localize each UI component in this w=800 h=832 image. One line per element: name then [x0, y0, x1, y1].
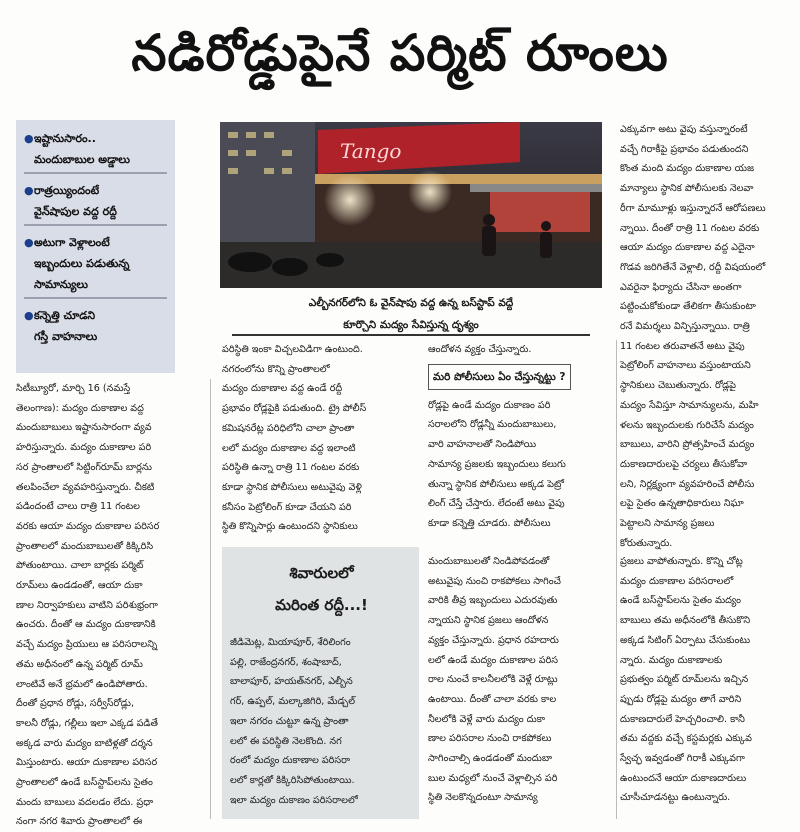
article-column-3 — [428, 340, 614, 547]
article-line: ఆయా మద్యం దుకాణాల వద్ద ఎదైనా — [620, 242, 755, 254]
subheading: మరి పోలీసులు ఏం చేస్తున్నట్టు ? — [428, 364, 571, 390]
article-line: లలో ఉండే మద్యం దుకాణాల పరిస — [428, 654, 559, 666]
article-line: లాంటివే అనే భ్రమలో ఉండిపోతారు. — [16, 678, 148, 690]
article-line: కనీసం పెట్రోలింగ్ కూడా చేయని పరి — [222, 501, 352, 513]
box-body — [230, 633, 413, 810]
article-line: లింగ్ చేస్తే చేస్తారు. లేదంటే అటు వైపు — [428, 498, 565, 510]
article-line: దుకాణదారులపై చర్యలు తీసుకోవా — [620, 458, 748, 470]
article-line: ఆందోళన వ్యక్తం చేస్తున్నారు. — [428, 344, 532, 355]
article-line: వరకు ఆయా మద్యం దుకాణాల పరిసర — [16, 520, 160, 532]
box-line: జీడిమెట్ల, మియాపూర్, శేరిలింగం — [230, 637, 351, 648]
bullet-icon: ● — [24, 236, 34, 249]
box-line: పల్లి, రాజేంద్రనగర్, శంషాబాద్, — [230, 656, 342, 668]
article-column-5 — [428, 552, 614, 819]
highlight-line: అటుగా వెళ్లాలంటే — [34, 236, 110, 249]
highlight-line: ఇష్టానుసారం.. — [34, 132, 96, 145]
article-line: ప్పుడు రోడ్లపై మద్యం తాగే వారిని — [620, 693, 742, 705]
highlight-text — [34, 305, 97, 347]
article-line: ళలను ఇబ్బందులకు గురిచేసే మద్యం — [620, 419, 754, 431]
article-line: పరిస్థితి ఇంకా విచ్చలవిడిగా ఉంటుంది. — [222, 344, 363, 355]
box-line: బాలాపూర్, హయత్‌నగర్, ఎల్బీన — [230, 676, 353, 688]
article-line: మద్యం దుకాణాల వద్ద ఉండే రద్దీ — [222, 383, 343, 395]
highlight-text — [34, 180, 117, 222]
article-line: న్నారు. మద్యం దుకాణాలకు — [620, 654, 723, 666]
article-line: ణాల పరిసరాల నుంచి రాకపోకలు — [428, 733, 552, 745]
article-line: లపై సైతం ఉన్నతాధికారులు నిఘా — [620, 498, 744, 510]
article-column-1 — [16, 379, 202, 828]
highlight-line: కన్నెత్తి చూడని — [34, 309, 96, 322]
article-line: కొంత మంది మద్యం దుకాణాల యజ — [620, 163, 754, 175]
store-sign: Tango — [340, 139, 402, 163]
article-line: పోతుంటాయి. చాలా బార్లకు పర్మిట్ — [16, 560, 144, 572]
article-line: రాల నుంచే కాలనీలలోకి వెళ్లే రూట్లు — [428, 674, 558, 686]
caption-line-1: ఎల్బీనగర్‌లోని ఓ వైన్‌షాపు వద్ద ఉన్న బస్‌స్టాప్ వద్దే — [308, 297, 514, 309]
article-line: తమ అధీనంలో ఉన్న పర్మిట్ రూమ్ — [16, 658, 143, 670]
highlight-line: ఇబ్బందులు పడుతున్న — [34, 257, 130, 270]
article-line: మందుబాబులు ఇష్టానుసారంగా వ్యవ — [16, 422, 152, 434]
article-line: తెలంగాణ): మద్యం దుకాణాల వద్ద — [16, 402, 144, 414]
article-line: పరిస్థితి ఉన్నా రాత్రి 11 గంటల వరకు — [222, 462, 360, 474]
box-line: లలో ఈ పరిస్థితి నెలకొంది. నగ — [230, 735, 342, 747]
article-line: ప్రజలు వాపోతున్నారు. కొన్ని చోట్ల — [620, 556, 743, 567]
article-line: కాలనీ రోడ్లు, గల్లీలు ఇలా ఎక్కడ పడితే — [16, 717, 158, 729]
box-line: ఇలా మద్యం దుకాణం పరిసరాలలో — [230, 794, 358, 806]
article-line: ఉండే బస్‌స్టాప్‌లను సైతం మద్యం — [620, 595, 741, 607]
article-line: వ్యక్తం చేస్తున్నారు. ప్రధాన రహదారు — [428, 634, 559, 646]
article-line: ఉంచరు. దీంతో ఆ మద్యం దుకాణానికి — [16, 619, 156, 631]
article-column-2 — [222, 340, 420, 547]
article-line: ప్రభుత్వం పర్మిట్ రూమ్‌లను ఇచ్చిన — [620, 674, 749, 686]
highlight-text — [34, 232, 129, 295]
column-divider — [616, 340, 617, 819]
article-line: సరాలలోని రోడ్లన్నీ మందుబాబులు, — [428, 419, 557, 431]
article-line: లలో మద్యం దుకాణాల వద్ద ఇలాంటి — [222, 442, 356, 454]
sidebar-story-box — [222, 547, 419, 819]
article-line: బుల మధ్యలో నుంచే వెళ్లాల్సిన పరి — [428, 772, 558, 784]
article-line: తమ వద్దకు వచ్చే కస్టమర్లకు ఎక్కువ — [620, 733, 752, 745]
article-line: సామాన్య ప్రజలకు ఇబ్బందులు కలుగు — [428, 458, 566, 470]
article-line: స్థితి నెలకొన్నదంటూ సామాన్య — [428, 792, 538, 804]
highlight-item — [24, 305, 167, 349]
article-line: న్నాయని స్థానిక ప్రజలు ఆందోళన — [428, 615, 549, 627]
photo-caption — [232, 292, 590, 336]
article-line: ప్రాంతాలలో ఉండే బస్‌స్టాప్‌లను సైతం — [16, 777, 153, 789]
article-line: వారికి తీవ్ర ఇబ్బందులు ఎదురవుతు — [428, 595, 558, 607]
highlight-item — [24, 180, 167, 226]
article-line: రోడ్లపై ఉండే మద్యం దుకాణం పరి — [428, 399, 551, 411]
article-line: దుకాణదారులే హెచ్చరించాలి. కానీ — [620, 713, 745, 725]
article-line: బాబులు తమ అధీనంలోకి తీసుకొని — [620, 615, 751, 627]
box-title-line-2: మరింత రద్దీ...! — [275, 596, 368, 614]
article-line: పెట్టాలని సామాన్య ప్రజలు — [620, 518, 715, 530]
article-line: బాబులు, వారిని ప్రోత్సహించే మద్యం — [620, 439, 755, 451]
news-photo — [220, 122, 602, 288]
article-line: తున్నా స్థానిక పోలీసులు అక్కడ పెట్రో — [428, 478, 564, 490]
article-line: అక్కడ సిటింగ్ ఏర్పాటు చేసుకుంటు — [620, 634, 751, 646]
article-line: నగరంలోను కొన్ని ప్రాంతాలలో — [222, 363, 330, 375]
article-line: రూమ్‌లు ఉండడంతో, ఆయా దుకా — [16, 580, 143, 592]
article-line: మందు బాబులు వదలడం లేదు. ప్రధా — [16, 796, 154, 808]
article-column-6 — [620, 552, 800, 819]
photo-illustration — [220, 122, 602, 288]
article-line: అటువైపు నుంచి రాకపోకలు సాగించే — [428, 575, 561, 587]
article-line: లని, నిర్లక్ష్యంగా వ్యవహరించే పోలీసు — [620, 478, 755, 490]
article-line: హరిస్తున్నారు. మద్యం దుకాణాల పరి — [16, 442, 152, 454]
article-line: నీలలోకి వెళ్లే వారు మద్యం దుకా — [428, 713, 546, 725]
article-line: నంగా నగర శివారు ప్రాంతాలలో ఈ — [16, 816, 143, 828]
article-line: మద్యం సేవిస్తూ సామాన్యులను, మహి — [620, 399, 759, 411]
caption-line-2: కూర్చొని మద్యం సేవిస్తున్న దృశ్యం — [343, 319, 479, 331]
article-line: వారి వాహనాలతో నిండిపోయి — [428, 439, 537, 451]
article-line: కోరుతున్నారు. — [620, 537, 673, 549]
article-line: పడిందంటే చాలు రాత్రి 11 గంటల — [16, 501, 140, 513]
article-line: మద్యం దుకాణాల పరిసరాలలో — [620, 575, 734, 587]
box-line: గర్, ఉప్పల్, మల్కాజిగిరి, మేడ్చల్ — [230, 696, 356, 708]
highlights-box — [16, 120, 175, 373]
highlight-line: గస్తీ వాహనాలు — [34, 330, 98, 343]
article-column-4 — [620, 120, 800, 548]
article-line: మిస్తుంటారు. ఆయా దుకాణాల పరిసర — [16, 757, 158, 769]
highlight-item — [24, 128, 167, 174]
article-line: కూడా కన్నెత్తి చూడరు. పోలీసులు — [428, 517, 551, 529]
article-line: వచ్చే గిరాకీపై ప్రభావం పడుతుందని — [620, 143, 749, 155]
box-line: లలో కార్లతో కిక్కిరిసిపోతుంటాయి. — [230, 774, 355, 786]
article-line: ఉంటాయి. దీంతో చాలా వరకు కాల — [428, 693, 557, 705]
article-line: 11 గంటల తరువాతనే అటు వైపు — [620, 340, 745, 352]
article-line: స్వేచ్ఛ ఇవ్వడంతో గిరాకీ ఎక్కువగా — [620, 753, 745, 765]
highlight-text — [34, 128, 130, 170]
article-line: దీంతో ప్రధాన రోడ్లు, సర్వీస్‌రోడ్లు, — [16, 698, 135, 710]
article-line: సర ప్రాంతాలలో సిట్టింగ్‌రూమ్ బార్లను — [16, 461, 152, 473]
box-line: రంలో మద్యం దుకాణాల పరిసరా — [230, 755, 351, 767]
highlight-line: వైన్‌షాపుల వద్ద రద్దీ — [34, 205, 117, 218]
article-line: ఉంటుందనే ఆయా దుకాణదారులు — [620, 772, 747, 784]
highlight-line: రాత్రయ్యిందంటే — [34, 184, 100, 197]
box-line: ఇలా నగరం చుట్టూ ఉన్న ప్రాంతా — [230, 715, 349, 727]
bullet-icon: ● — [24, 132, 34, 145]
highlight-item — [24, 232, 167, 299]
article-line: పెట్రోలింగ్ వాహనాలు వస్తుంటాయని — [620, 360, 751, 372]
bullet-icon: ● — [24, 309, 34, 322]
article-line: సాగించాల్సి ఉండడంతో మందుబా — [428, 753, 553, 765]
article-line: సిటీబ్యూరో, మార్చి 16 (నమస్తే — [16, 383, 131, 394]
highlight-line: మందుబాబుల అడ్డాలు — [34, 153, 130, 166]
column-divider — [210, 379, 211, 819]
article-line: స్థితి కొన్నిసార్లు ఉంటుందని స్థానికులు — [222, 521, 358, 533]
box-title-line-1: శివారులలో — [289, 564, 354, 582]
article-line: మాన్యాలు స్థానిక పోలీసులకు నెలవా — [620, 183, 754, 195]
article-line: పట్టించుకోకుండా తేలికగా తీసుకుంటా — [620, 301, 756, 313]
article-line: రీగా మామూళ్లు ఇస్తున్నారనే ఆరోపణలు — [620, 202, 766, 214]
article-line: రనే విమర్శలు విన్పిస్తున్నాయి. రాత్రి — [620, 321, 750, 333]
article-line: చూసీచూడనట్టు ఉంటున్నారు. — [620, 792, 731, 804]
article-line: స్థానికులు చెబుతున్నారు. రోడ్లపై — [620, 380, 737, 392]
article-line: గొడవ జరిగితేనే వెళ్లాలి, రద్దీ విషయంలో — [620, 261, 766, 273]
article-line: అక్కడ వారు మద్యం బాటిళ్లతో దర్శన — [16, 737, 153, 749]
headline: నడిరోడ్డుపైనే పర్మిట్ రూంలు — [131, 23, 669, 82]
article-line: కూడా స్థానిక పోలీసులు అటువైపు వెళ్లి — [222, 481, 362, 493]
article-line: ఎక్కువగా అటు వైపు వస్తున్నారంటే — [620, 124, 748, 135]
article-line: మందుబాబులతో నిండిపోవడంతో — [428, 556, 550, 567]
article-line: ప్రాంతాలలో మందుబాబులతో కిక్కిరిసి — [16, 540, 154, 552]
article-line: ఎవరైనా ఫిర్యాదు చేసినా అంతగా — [620, 281, 742, 293]
bullet-icon: ● — [24, 184, 34, 197]
article-line: వచ్చే మద్యం ప్రియులు ఆ పరిసరాలన్ని — [16, 639, 158, 651]
article-line: న్నాయి. దీంతో రాత్రి 11 గంటల వరకు — [620, 222, 760, 234]
highlight-line: సామాన్యులు — [34, 278, 88, 291]
article-line: ప్రభావం రోడ్లపైకి పడుతుంది. ట్రై పోలీస్ — [222, 403, 367, 415]
article-line: ణాల నిర్వాహకులు వాటిని పరిశుభ్రంగా — [16, 599, 158, 611]
article-line: కమిషనరేట్ల పరిధిలోని చాలా ప్రాంతా — [222, 422, 355, 434]
article-line: తలపించేలా వ్యవహరిస్తున్నారు. చీకటి — [16, 481, 155, 493]
